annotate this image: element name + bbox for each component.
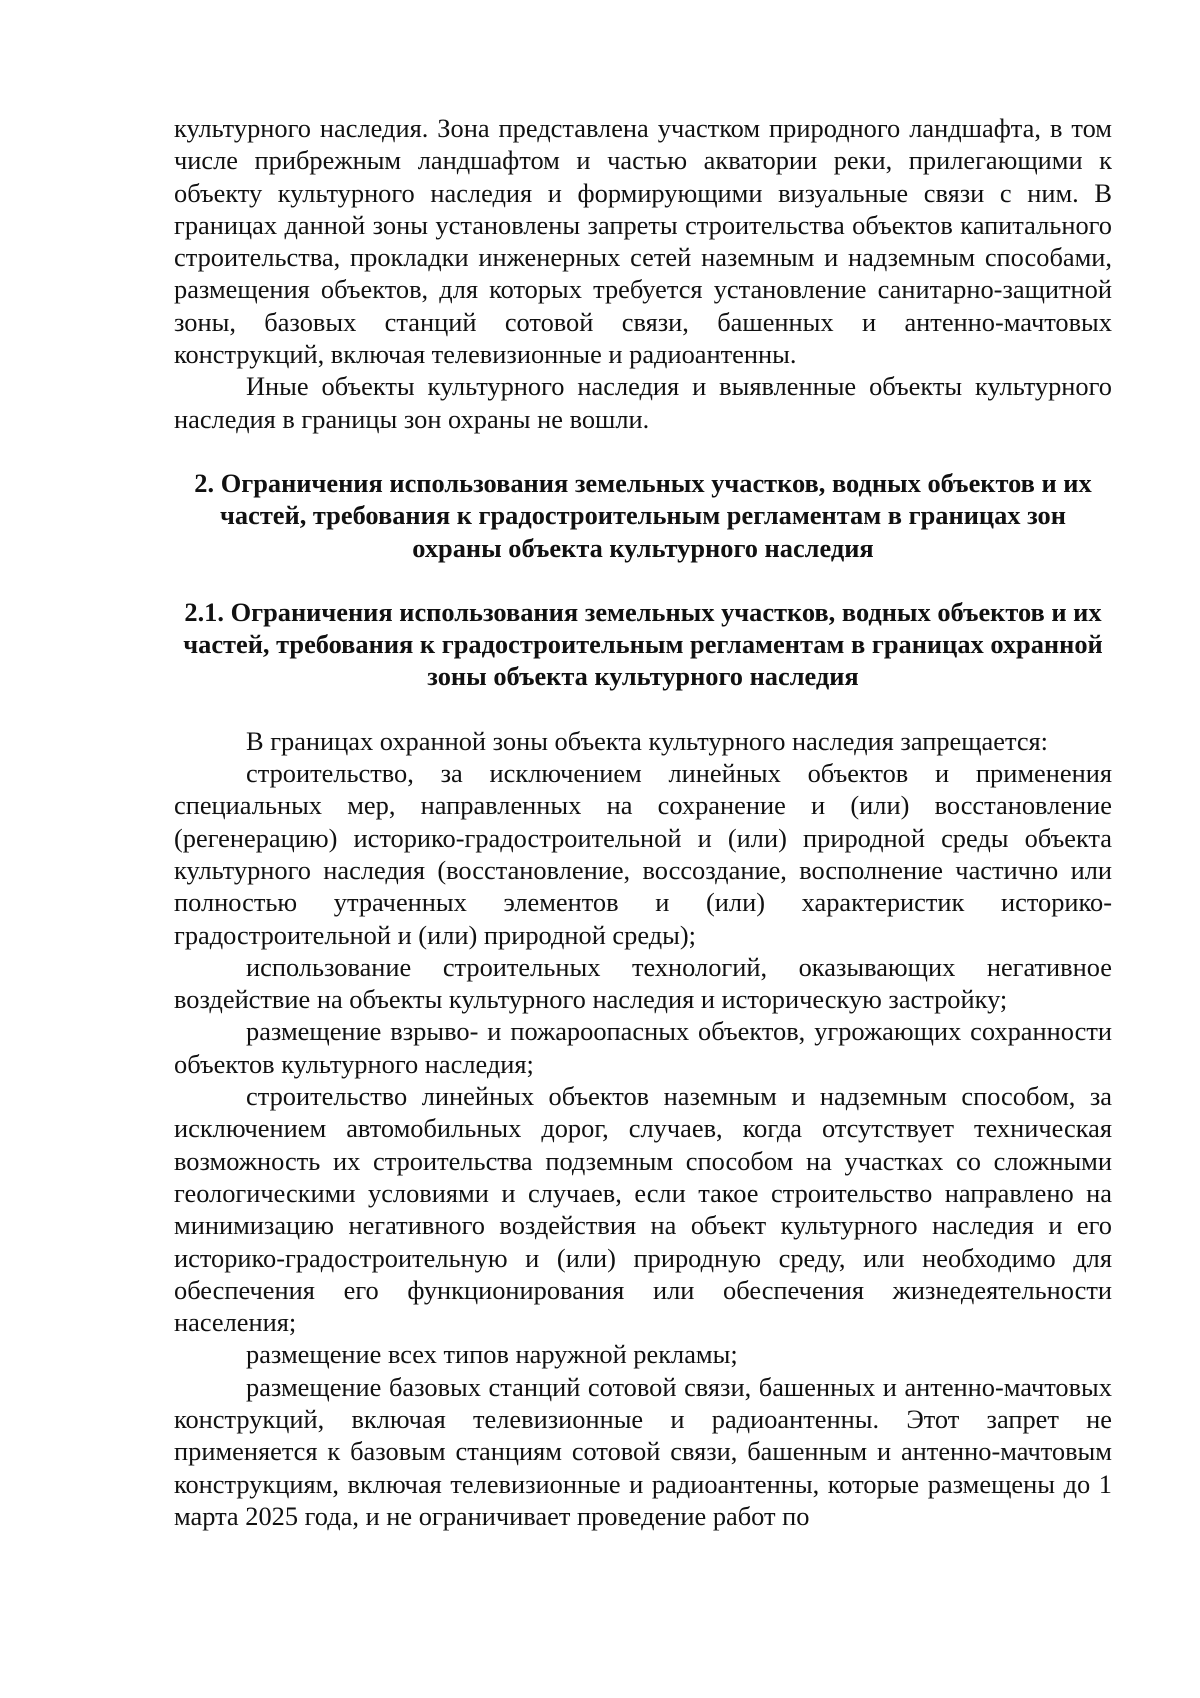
prohibition-item: размещение базовых станций сотовой связи, башенных и антенно-мачтовых конструкций, включая телевизионные и радиоантенны. Этот запрет не применяется к базовым станциям сотовой связи, башенным и антенно-мачтовым конструкциям, включая телевизионные и радиоантенны, которые размещены до 1 марта 2025 года, и не ограничивает проведение работ по (174, 1371, 1112, 1531)
prohibition-item: размещение всех типов наружной рекламы; (246, 1339, 738, 1370)
prohibition-item: использование строительных технологий, оказывающих негативное воздействие на объекты культурного наследия и историческую застройку; (174, 951, 1112, 1015)
document-page (174, 112, 1112, 1532)
section-2-heading: 2. Ограничения использования земельных участков, водных объектов и их частей, требования к градостроительным регламентам в границах зон охраны объекта культурного наследия (194, 467, 1092, 563)
intro-line: В границах охранной зоны объекта культурного наследия запрещается: (246, 725, 1049, 756)
section-2-1-heading: 2.1. Ограничения использования земельных участков, водных объектов и их частей, требования к градостроительным регламентам в границах охранной зоны объекта культурного наследия (183, 596, 1103, 692)
continuation-paragraph: культурного наследия. Зона представлена участком природного ландшафта, в том числе прибрежным ландшафтом и частью акватории реки, прилегающими к объекту культурного наследия и формирующими визуальные связи с ним. В границах данной зоны установлены запреты строительства объектов капитального строительства, прокладки инженерных сетей наземным и надземным способами, размещения объектов, для которых требуется установление санитарно-защитной зоны, базовых станций сотовой связи, башенных и антенно-мачтовых конструкций, включая телевизионные и радиоантенны. (174, 113, 1112, 370)
other-objects-paragraph: Иные объекты культурного наследия и выявленные объекты культурного наследия в границы зон охраны не вошли. (174, 371, 1112, 434)
prohibition-item: строительство линейных объектов наземным и надземным способом, за исключением автомобильных дорог, случаев, когда отсутствует техническая возможность их строительства подземным способом на участках со сложными геологическими условиями и случаев, если такое строительство направлено на минимизацию негативного воздействия на объект культурного наследия и его историко-градостроительную и (или) природную среду, или необходимо для обеспечения его функционирования или обеспечения жизнедеятельности населения; (174, 1081, 1112, 1338)
prohibition-item: строительство, за исключением линейных объектов и применения специальных мер, направленных на сохранение и (или) восстановление (регенерацию) историко-градостроительной и (или) природной среды объекта культурного наследия (восстановление, воссоздание, восполнение частично или полностью утраченных элементов и (или) характеристик историко-градостроительной и (или) природной среды); (174, 758, 1112, 950)
prohibition-item: размещение взрыво- и пожароопасных объектов, угрожающих сохранности объектов культурного наследия; (174, 1016, 1112, 1079)
